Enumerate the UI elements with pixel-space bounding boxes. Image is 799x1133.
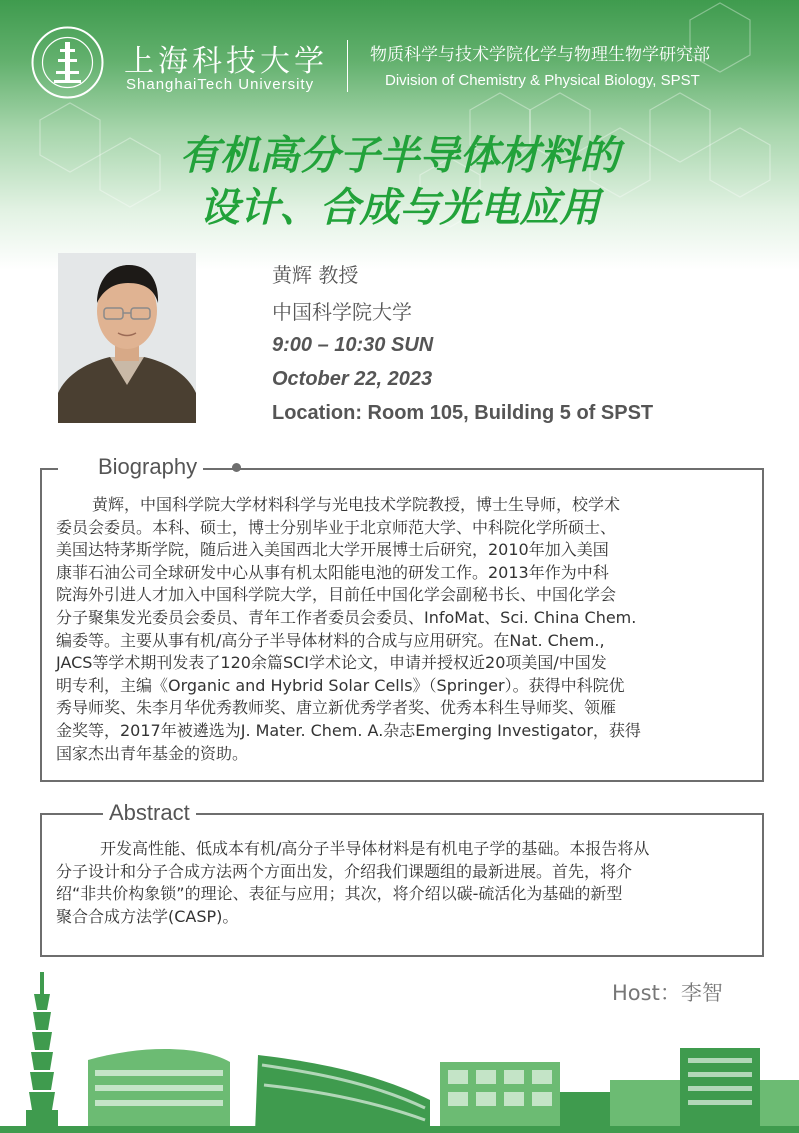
abstract-line: 聚合合成方法学(CASP)。 [56, 906, 239, 926]
biography-line: 分子聚集发光委员会委员、青年工作者委员会委员、InfoMat、Sci. China Chem. [56, 607, 637, 627]
campus-skyline-illustration [0, 960, 799, 1133]
biography-line: 美国达特茅斯学院，随后进入美国西北大学开展博士后研究，2010年加入美国 [56, 540, 609, 560]
speaker-portrait-icon [58, 253, 196, 423]
biography-bullet-right [232, 463, 241, 472]
header-divider [347, 40, 348, 92]
abstract-heading-text: Abstract [109, 800, 190, 825]
abstract-line: 绍“非共价构象锁”的理论、表征与应用；其次，将介绍以碳-硫活化为基础的新型 [56, 884, 623, 904]
talk-title-line-2: 设计、合成与光电应用 [199, 185, 600, 231]
speaker-name: 黄辉 教授 [272, 263, 359, 287]
speaker-institution: 中国科学院大学 [272, 300, 412, 324]
university-name-en: ShanghaiTech University [126, 76, 315, 93]
biography-line: 黄辉，中国科学院大学材料科学与光电技术学院教授，博士生导师，校学术 [92, 495, 621, 514]
biography-line: 秀导师奖、朱李月华优秀教师奖、唐立新优秀学者奖、优秀本科生导师奖、领雁 [56, 698, 617, 718]
biography-line: 康菲石油公司全球研发中心从事有机太阳能电池的研发工作。2013年作为中科 [56, 562, 609, 582]
biography-line: 国家杰出青年基金的资助。 [56, 743, 249, 763]
biography-line: 委员会委员。本科、硕士，博士分别毕业于北京师范大学、中科院化学所硕士、 [56, 517, 617, 537]
abstract-text [56, 838, 756, 928]
host-label: Host：李智 [612, 981, 723, 1005]
talk-title [0, 130, 799, 234]
talk-date: October 22, 2023 [272, 368, 433, 390]
division-name-en: Division of Chemistry & Physical Biology, SPST [385, 72, 700, 89]
talk-location: Location: Room 105, Building 5 of SPST [272, 402, 654, 424]
division-name-cn: 物质科学与技术学院化学与物理生物学研究部 [370, 45, 710, 65]
biography-line: 金奖等，2017年被遴选为J. Mater. Chem. A.杂志Emerging Investigator，获得 [56, 720, 641, 740]
talk-time: 9:00 – 10:30 SUN [272, 334, 434, 356]
abstract-line: 开发高性能、低成本有机/高分子半导体材料是有机电子学的基础。本报告将从 [100, 839, 650, 858]
biography-text [56, 494, 718, 765]
biography-heading-text: Biography [98, 454, 198, 479]
biography-line: 院海外引进人才加入中国科学院大学，目前任中国化学会副秘书长、中国化学会 [56, 585, 617, 605]
speaker-photo [58, 253, 196, 423]
abstract-line: 分子设计和分子合成方法两个方面出发，介绍我们课题组的最新进展。首先，将介 [56, 861, 633, 881]
biography-heading [58, 454, 203, 480]
talk-title-line-1: 有机高分子半导体材料的 [179, 133, 620, 179]
biography-line: JACS等学术期刊发表了120余篇SCI学术论文，申请并授权近20项美国/中国发 [56, 653, 607, 673]
biography-line: 明专利，主编《Organic and Hybrid Solar Cells》（Springer）。获得中科院优 [56, 675, 625, 695]
abstract-heading [103, 800, 196, 826]
shanghaitech-seal-icon [30, 25, 105, 100]
biography-line: 编委等。主要从事有机/高分子半导体材料的合成与应用研究。在Nat. Chem., [56, 630, 605, 650]
university-name-cn: 上海科技大学 [124, 44, 328, 79]
